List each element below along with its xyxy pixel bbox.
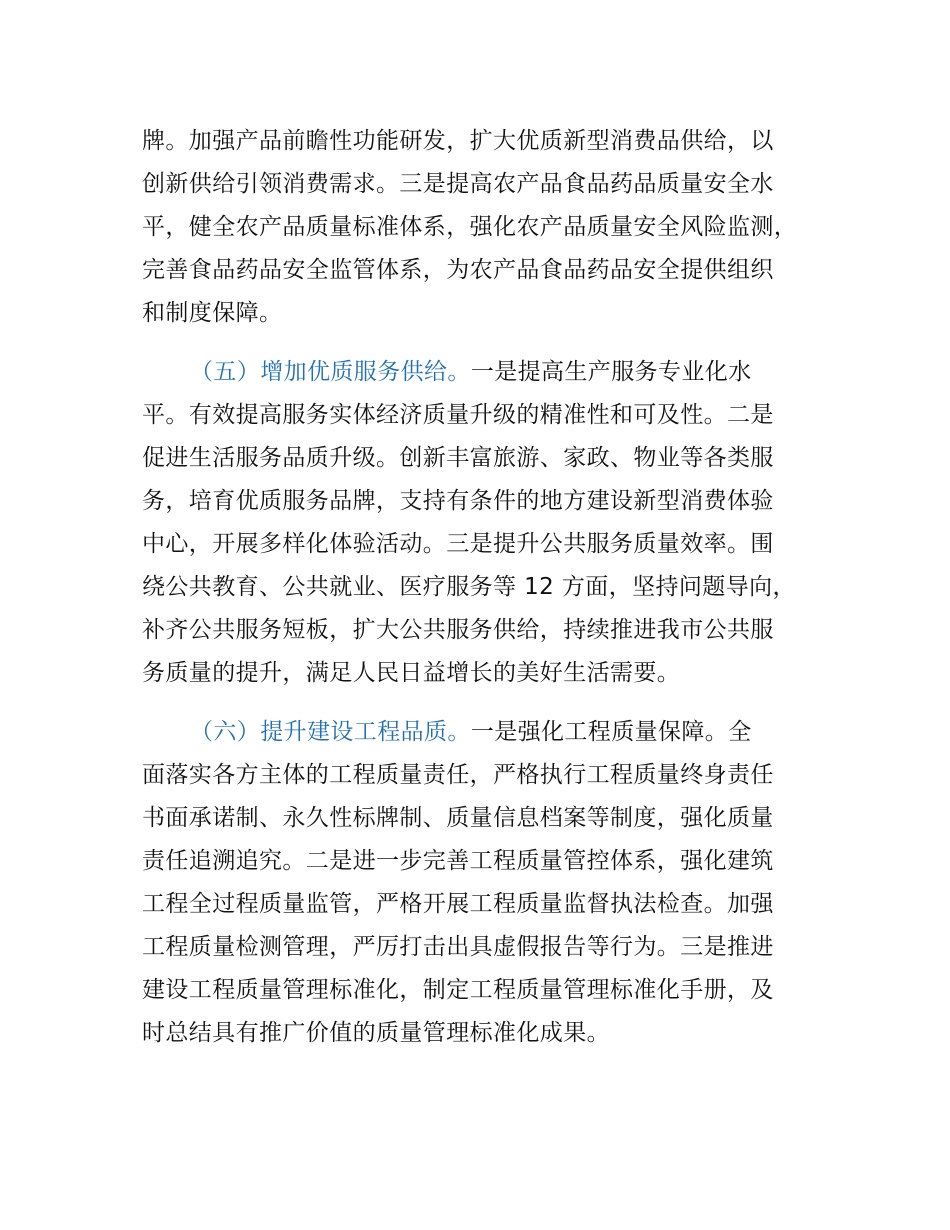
text-line (142, 711, 842, 754)
document-body (142, 120, 842, 1055)
text-line: 绕公共教育、公共就业、医疗服务等 12 方面，坚持问题导向， (142, 574, 796, 600)
heading-line-rest: 一是强化工程质量保障。全 (470, 719, 752, 745)
text-line (142, 351, 842, 394)
text-line: 面落实各方主体的工程质量责任，严格执行工程质量终身责任 (142, 762, 774, 788)
text-line: 责任追溯追究。二是进一步完善工程质量管控体系，强化建筑 (142, 848, 774, 874)
text-line: 补齐公共服务短板，扩大公共服务供给，持续推进我市公共服 (142, 617, 774, 643)
text-line: 和制度保障。 (142, 300, 283, 326)
text-line: 务质量的提升，满足人民日益增长的美好生活需要。 (142, 660, 681, 686)
text-line: 促进生活服务品质升级。创新丰富旅游、家政、物业等各类服 (142, 445, 774, 471)
paragraph-construction-quality (142, 711, 842, 1055)
paragraph-gap (142, 695, 842, 711)
text-line: 时总结具有推广价值的质量管理标准化成果。 (142, 1020, 610, 1046)
text-line: 书面承诺制、永久性标牌制、质量信息档案等制度，强化质量 (142, 805, 774, 831)
text-line: 务，培育优质服务品牌，支持有条件的地方建设新型消费体验 (142, 488, 774, 514)
text-line: 完善食品药品安全监管体系，为农产品食品药品安全提供组织 (142, 257, 774, 283)
paragraph-gap (142, 335, 842, 351)
text-line: 建设工程质量管理标准化，制定工程质量管理标准化手册，及 (142, 977, 774, 1003)
text-line: 工程全过程质量监管，严格开展工程质量监督执法检查。加强 (142, 891, 774, 917)
text-line: 中心，开展多样化体验活动。三是提升公共服务质量效率。围 (142, 531, 774, 557)
section-heading-five: （五）增加优质服务供给。 (190, 359, 471, 385)
section-heading-six: （六）提升建设工程品质。 (190, 719, 471, 745)
heading-line-rest: 一是提高生产服务专业化水 (470, 359, 752, 385)
text-line: 牌。加强产品前瞻性功能研发，扩大优质新型消费品供给，以 (142, 128, 774, 154)
text-line: 创新供给引领消费需求。三是提高农产品食品药品质量安全水 (142, 171, 774, 197)
text-line: 工程质量检测管理，严厉打击出具虚假报告等行为。三是推进 (142, 934, 774, 960)
text-line: 平。有效提高服务实体经济质量升级的精准性和可及性。二是 (142, 402, 774, 428)
paragraph-consumer-goods (142, 120, 842, 335)
text-line: 平，健全农产品质量标准体系，强化农产品质量安全风险监测， (142, 214, 798, 240)
paragraph-service-supply (142, 351, 842, 695)
